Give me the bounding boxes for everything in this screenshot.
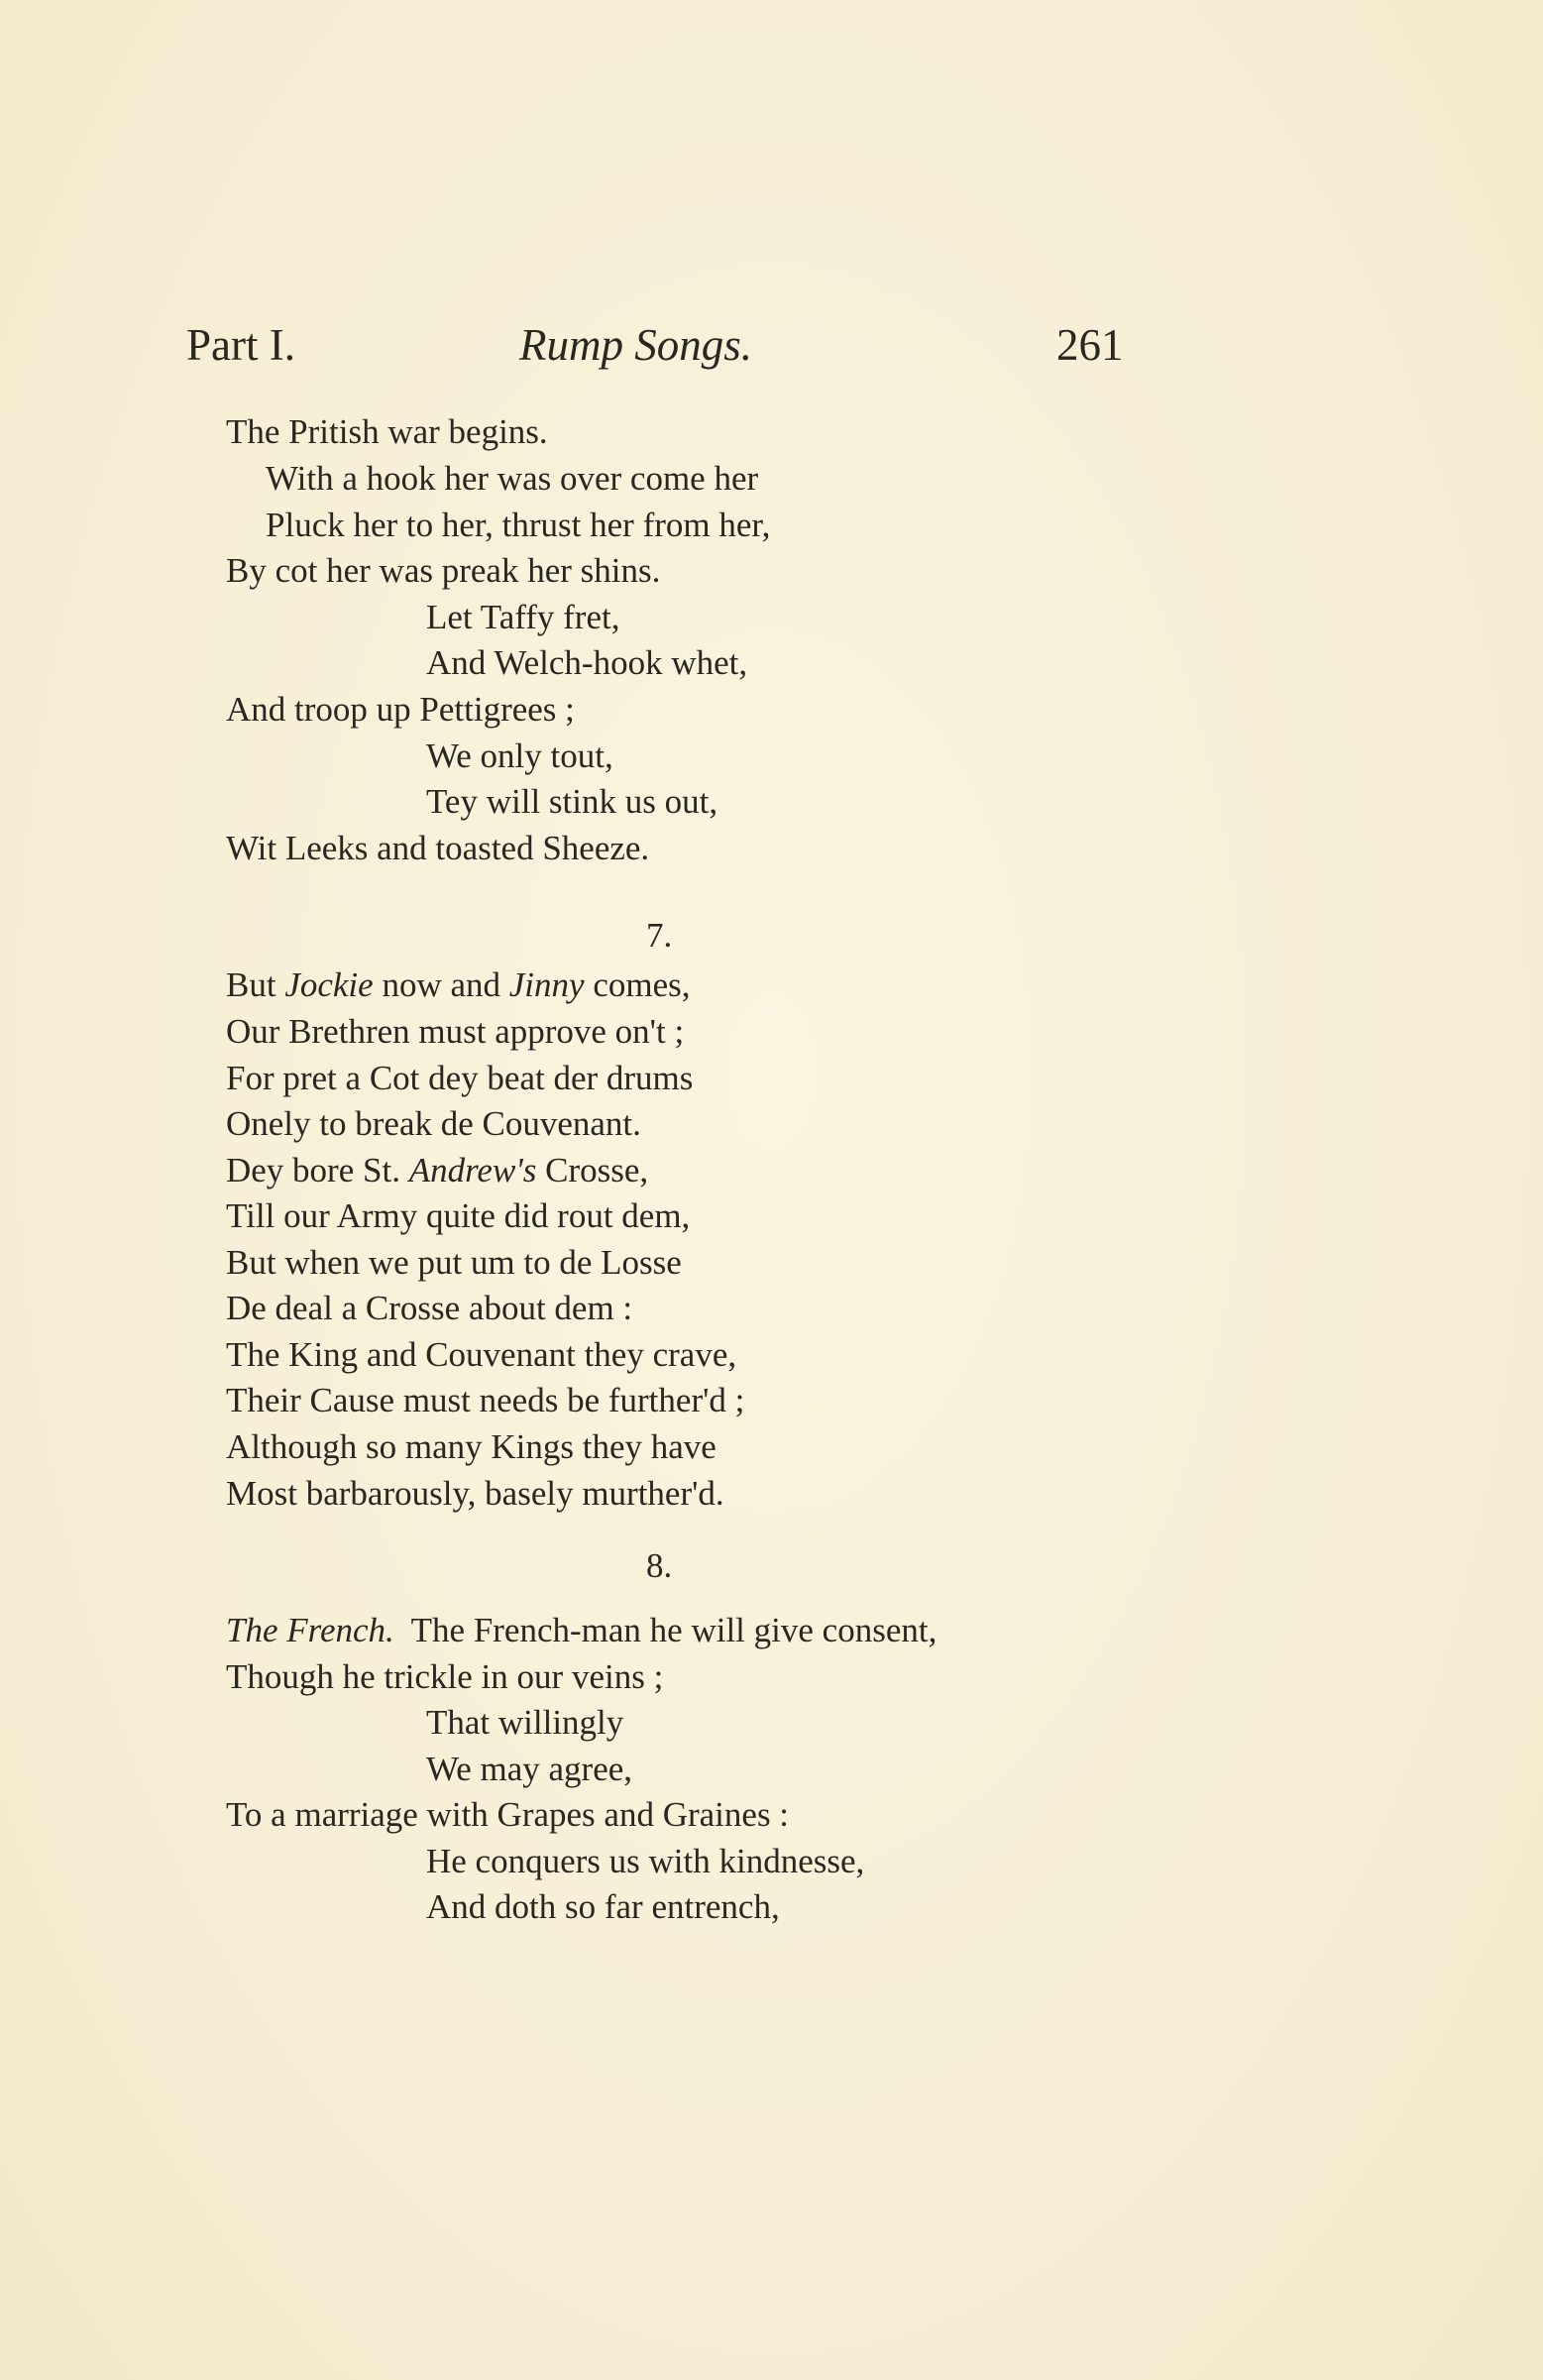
verse-line: Till our Army quite did rout dem, bbox=[226, 1196, 691, 1235]
verse-text: now and bbox=[373, 965, 509, 1004]
verse-line: That willingly bbox=[426, 1703, 624, 1742]
verse-line: The King and Couvenant they crave, bbox=[226, 1335, 737, 1374]
part-label: Part I. bbox=[186, 320, 295, 370]
verse-line: We only tout, bbox=[426, 737, 613, 775]
verse-line: Our Brethren must approve on't ; bbox=[226, 1012, 685, 1051]
verse-text: Crosse, bbox=[536, 1151, 649, 1190]
verse-line: Most barbarously, basely murther'd. bbox=[226, 1474, 724, 1513]
verse-line: For pret a Cot dey beat der drums bbox=[226, 1059, 694, 1097]
verse-line: Onely to break de Couvenant. bbox=[226, 1104, 641, 1143]
verse-line bbox=[226, 963, 690, 1007]
verse-line: Their Cause must needs be further'd ; bbox=[226, 1381, 745, 1419]
speaker-label: The French. bbox=[226, 1611, 394, 1649]
verse-line: With a hook her was over come her bbox=[266, 459, 759, 498]
verse-name: Jockie bbox=[284, 965, 374, 1004]
running-title: Rump Songs. bbox=[519, 320, 752, 370]
running-header bbox=[186, 319, 1128, 379]
verse-text: Dey bore St. bbox=[226, 1151, 409, 1190]
page-number: 261 bbox=[1056, 320, 1124, 370]
verse-line: Let Taffy fret, bbox=[426, 598, 620, 636]
verse-line: We may agree, bbox=[426, 1750, 633, 1788]
verse-line bbox=[226, 1149, 648, 1192]
verse-line: De deal a Crosse about dem : bbox=[226, 1289, 633, 1327]
verse-text: But bbox=[226, 965, 285, 1004]
verse-line: Tey will stink us out, bbox=[426, 782, 718, 821]
verse-line: Though he trickle in our veins ; bbox=[226, 1657, 664, 1696]
verse-line: And doth so far entrench, bbox=[426, 1887, 780, 1926]
verse-line: He conquers us with kindnesse, bbox=[426, 1842, 865, 1880]
verse-line: The Pritish war begins. bbox=[226, 412, 548, 451]
stanza-number: 7. bbox=[646, 916, 673, 955]
verse-line: Wit Leeks and toasted Sheeze. bbox=[226, 829, 650, 867]
verse-line bbox=[226, 1609, 937, 1652]
verse-text: The French-man he will give consent, bbox=[393, 1611, 937, 1649]
verse-line: Pluck her to her, thrust her from her, bbox=[266, 506, 771, 544]
verse-line: By cot her was preak her shins. bbox=[226, 551, 661, 590]
verse-name: Jinny bbox=[508, 965, 585, 1004]
verse-name: Andrew's bbox=[408, 1151, 537, 1190]
verse-line: Although so many Kings they have bbox=[226, 1427, 716, 1466]
verse-line: To a marriage with Grapes and Graines : bbox=[226, 1795, 790, 1834]
stanza-number: 8. bbox=[646, 1546, 673, 1585]
verse-text: comes, bbox=[584, 965, 691, 1004]
verse-line: And troop up Pettigrees ; bbox=[226, 690, 575, 729]
verse-line: But when we put um to de Losse bbox=[226, 1243, 682, 1282]
verse-line: And Welch-hook whet, bbox=[426, 643, 748, 682]
